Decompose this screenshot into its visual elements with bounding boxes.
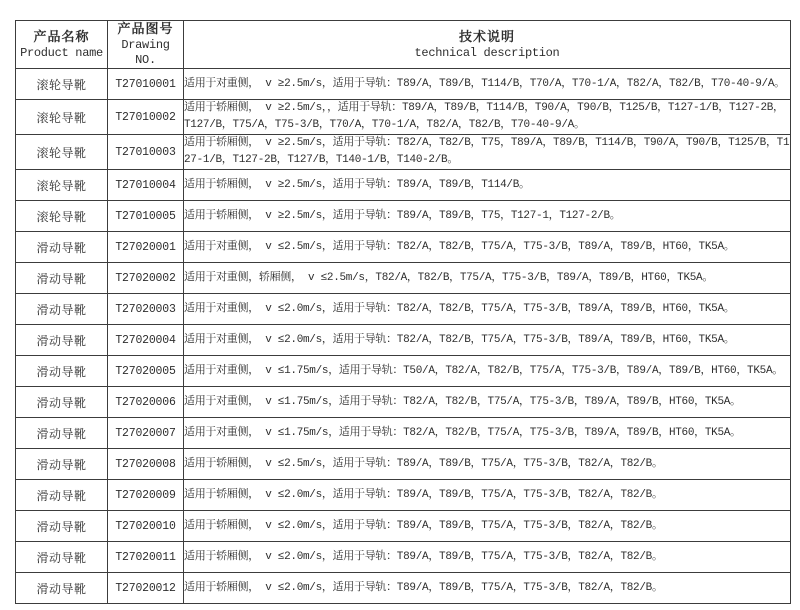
column-header-technical-description-zh: 技术说明 (458, 29, 515, 45)
drawing-no-cell: T27020007 (108, 418, 184, 449)
table-row (16, 511, 791, 542)
product-name-cell: 滑动导靴 (16, 294, 108, 325)
table-row (16, 170, 791, 201)
description-cell: 适用于对重侧，轿厢侧， v ≤2.5m/s，T82/A，T82/B，T75/A，T75-3/B，T89/A，T89/B，HT60，TK5A。 (184, 263, 791, 294)
drawing-no-cell: T27020004 (108, 325, 184, 356)
product-name-cell: 滑动导靴 (16, 511, 108, 542)
drawing-no-cell: T27010003 (108, 135, 184, 170)
description-cell: 适用于轿厢侧， v ≤2.0m/s，适用于导轨：T89/A，T89/B，T75/A，T75-3/B，T82/A，T82/B。 (184, 511, 791, 542)
product-name-cell: 滚轮导靴 (16, 69, 108, 100)
description-cell: 适用于对重侧， v ≤2.5m/s，适用于导轨：T82/A，T82/B，T75/A，T75-3/B，T89/A，T89/B，HT60，TK5A。 (184, 232, 791, 263)
table-row (16, 387, 791, 418)
product-name-cell: 滑动导靴 (16, 573, 108, 604)
table-row (16, 263, 791, 294)
description-cell: 适用于轿厢侧， v ≤2.0m/s，适用于导轨：T89/A，T89/B，T75/A，T75-3/B，T82/A，T82/B。 (184, 573, 791, 604)
drawing-no-cell: T27020005 (108, 356, 184, 387)
table-row (16, 542, 791, 573)
product-name-cell: 滑动导靴 (16, 232, 108, 263)
drawing-no-cell: T27010001 (108, 69, 184, 100)
table-row (16, 449, 791, 480)
table-row (16, 294, 791, 325)
product-name-cell: 滑动导靴 (16, 387, 108, 418)
description-cell: 适用于轿厢侧， v ≥2.5m/s，，适用于导轨：T89/A，T89/B，T114/B，T90/A，T90/B，T125/B，T127-1/B，T127-2B，T127/B，T75/A，T75-3/B，T70/A，T70-1/A，T82/A，T82/B，T70-40-9/A。 (184, 100, 791, 135)
table-row (16, 418, 791, 449)
table-row (16, 573, 791, 604)
product-name-cell: 滑动导靴 (16, 542, 108, 573)
drawing-no-cell: T27020009 (108, 480, 184, 511)
description-cell: 适用于轿厢侧， v ≥2.5m/s，适用于导轨：T89/A，T89/B，T114/B。 (184, 170, 791, 201)
table-row (16, 135, 791, 170)
product-name-cell: 滑动导靴 (16, 263, 108, 294)
drawing-no-cell: T27010004 (108, 170, 184, 201)
drawing-no-cell: T27020006 (108, 387, 184, 418)
product-name-cell: 滚轮导靴 (16, 135, 108, 170)
product-name-cell: 滚轮导靴 (16, 100, 108, 135)
product-table (15, 20, 791, 604)
product-name-cell: 滑动导靴 (16, 325, 108, 356)
drawing-no-cell: T27020001 (108, 232, 184, 263)
column-header-technical-description-en: technical description (414, 45, 560, 60)
column-header-technical-description (184, 21, 791, 69)
drawing-no-cell: T27010002 (108, 100, 184, 135)
description-cell: 适用于轿厢侧， v ≥2.5m/s，适用于导轨：T82/A，T82/B，T75，T89/A，T89/B，T114/B，T90/A，T90/B，T125/B，T127-1/B，T127-2B，T127/B，T140-1/B，T140-2/B。 (184, 135, 791, 170)
drawing-no-cell: T27020003 (108, 294, 184, 325)
description-cell: 适用于对重侧， v ≤2.0m/s，适用于导轨：T82/A，T82/B，T75/A，T75-3/B，T89/A，T89/B，HT60，TK5A。 (184, 325, 791, 356)
drawing-no-cell: T27010005 (108, 201, 184, 232)
description-cell: 适用于轿厢侧， v ≥2.5m/s，适用于导轨：T89/A，T89/B，T75，T127-1，T127-2/B。 (184, 201, 791, 232)
description-cell: 适用于对重侧， v ≥2.5m/s，适用于导轨：T89/A，T89/B，T114/B，T70/A，T70-1/A，T82/A，T82/B，T70-40-9/A。 (184, 69, 791, 100)
table-header-row (16, 21, 791, 69)
product-name-cell: 滑动导靴 (16, 449, 108, 480)
description-cell: 适用于对重侧， v ≤1.75m/s，适用于导轨：T50/A，T82/A，T82/B，T75/A，T75-3/B，T89/A，T89/B，HT60，TK5A。 (184, 356, 791, 387)
product-name-cell: 滚轮导靴 (16, 201, 108, 232)
column-header-drawing-no-en: Drawing NO. (121, 38, 170, 67)
table-body (16, 69, 791, 604)
description-cell: 适用于轿厢侧， v ≤2.0m/s，适用于导轨：T89/A，T89/B，T75/A，T75-3/B，T82/A，T82/B。 (184, 480, 791, 511)
column-header-drawing-no-zh: 产品图号 (117, 22, 174, 37)
column-header-product-name-en: Product name (20, 45, 103, 60)
description-cell: 适用于对重侧， v ≤1.75m/s，适用于导轨：T82/A，T82/B，T75/A，T75-3/B，T89/A，T89/B，HT60，TK5A。 (184, 418, 791, 449)
table-row (16, 325, 791, 356)
product-name-cell: 滑动导靴 (16, 418, 108, 449)
product-name-cell: 滑动导靴 (16, 356, 108, 387)
table-row (16, 100, 791, 135)
table-row (16, 201, 791, 232)
drawing-no-cell: T27020010 (108, 511, 184, 542)
description-cell: 适用于轿厢侧， v ≤2.0m/s，适用于导轨：T89/A，T89/B，T75/A，T75-3/B，T82/A，T82/B。 (184, 542, 791, 573)
table-row (16, 356, 791, 387)
table-row (16, 232, 791, 263)
drawing-no-cell: T27020012 (108, 573, 184, 604)
description-cell: 适用于对重侧， v ≤2.0m/s，适用于导轨：T82/A，T82/B，T75/A，T75-3/B，T89/A，T89/B，HT60，TK5A。 (184, 294, 791, 325)
column-header-drawing-no (108, 21, 184, 69)
product-name-cell: 滚轮导靴 (16, 170, 108, 201)
description-cell: 适用于对重侧， v ≤1.75m/s，适用于导轨：T82/A，T82/B，T75/A，T75-3/B，T89/A，T89/B，HT60，TK5A。 (184, 387, 791, 418)
column-header-product-name-zh: 产品名称 (33, 29, 90, 45)
description-cell: 适用于轿厢侧， v ≤2.5m/s，适用于导轨：T89/A，T89/B，T75/A，T75-3/B，T82/A，T82/B。 (184, 449, 791, 480)
table-row (16, 69, 791, 100)
drawing-no-cell: T27020002 (108, 263, 184, 294)
table-row (16, 480, 791, 511)
drawing-no-cell: T27020008 (108, 449, 184, 480)
column-header-product-name (16, 21, 108, 69)
drawing-no-cell: T27020011 (108, 542, 184, 573)
product-name-cell: 滑动导靴 (16, 480, 108, 511)
